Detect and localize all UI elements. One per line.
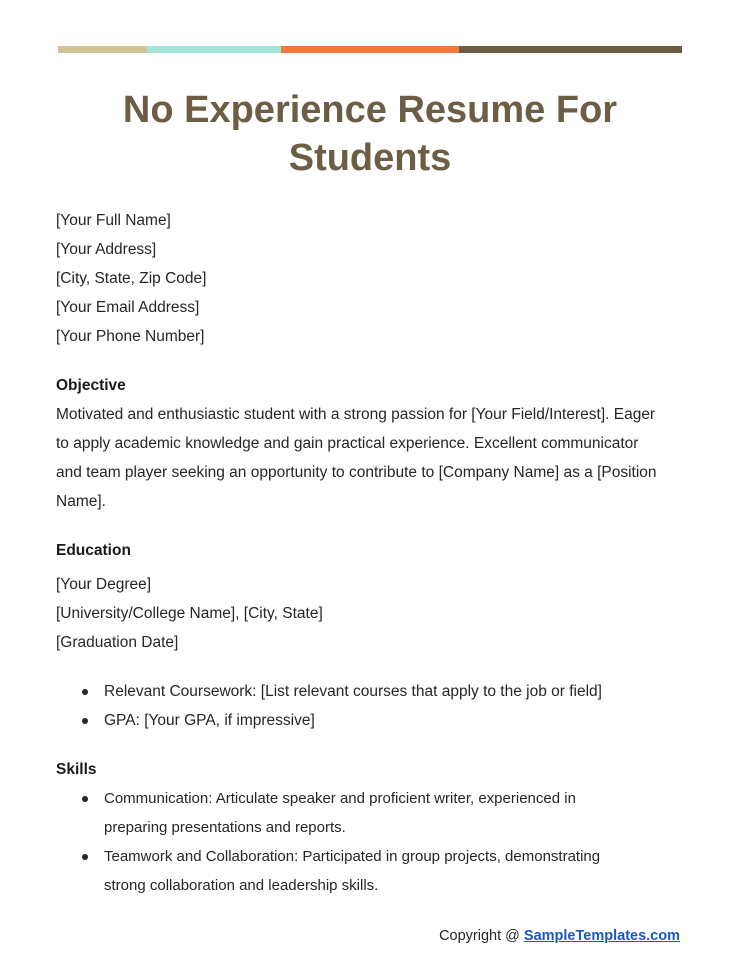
list-item: [104, 784, 686, 842]
skill-line: strong collaboration and leadership skills.: [104, 877, 379, 894]
education-degree: [Your Degree]: [56, 576, 152, 593]
contact-address: [Your Address]: [56, 241, 157, 258]
sampletemplates-link[interactable]: SampleTemplates.com: [523, 928, 680, 944]
education-bullet-list: [56, 677, 686, 735]
education-graduation-date: [Graduation Date]: [56, 634, 179, 651]
color-bar-segment-tan: [58, 46, 147, 53]
color-bar-segment-mint: [147, 46, 281, 53]
list-item: [104, 842, 686, 900]
decorative-color-bar: [58, 46, 682, 53]
document-title: No Experience Resume For Students: [122, 89, 618, 179]
skills-section: [56, 755, 686, 900]
objective-line: to apply academic knowledge and gain practical experience. Excellent communicator: [56, 435, 639, 452]
contact-phone: [Your Phone Number]: [56, 328, 205, 345]
skill-line: Teamwork and Collaboration: Participated in group projects, demonstrating: [104, 848, 601, 865]
list-item: GPA: [Your GPA, if impressive]: [104, 706, 686, 735]
objective-section: [56, 371, 686, 516]
education-university: [University/College Name], [City, State]: [56, 605, 323, 622]
resume-body: [56, 206, 686, 900]
objective-paragraph: [56, 400, 686, 516]
contact-city-state-zip: [City, State, Zip Code]: [56, 270, 207, 287]
objective-line: Name].: [56, 493, 106, 510]
color-bar-segment-orange: [281, 46, 459, 53]
objective-line: and team player seeking an opportunity to contribute to [Company Name] as a [Position: [56, 464, 657, 481]
skill-line: Communication: Articulate speaker and proficient writer, experienced in: [104, 790, 576, 807]
objective-line: Motivated and enthusiastic student with a strong passion for [Your Field/Interest]. Eager: [56, 406, 656, 423]
copyright-prefix: Copyright @: [439, 928, 524, 944]
contact-block: [56, 206, 686, 351]
skills-bullet-list: [56, 784, 686, 900]
skills-heading: Skills: [56, 761, 97, 778]
skill-line: preparing presentations and reports.: [104, 819, 346, 836]
education-section: [56, 536, 686, 735]
education-heading: Education: [56, 542, 131, 559]
copyright-footer: [439, 928, 680, 944]
contact-full-name: [Your Full Name]: [56, 212, 171, 229]
objective-heading: Objective: [56, 377, 126, 394]
color-bar-segment-brown: [459, 46, 682, 53]
contact-email: [Your Email Address]: [56, 299, 200, 316]
list-item: Relevant Coursework: [List relevant courses that apply to the job or field]: [104, 677, 686, 706]
